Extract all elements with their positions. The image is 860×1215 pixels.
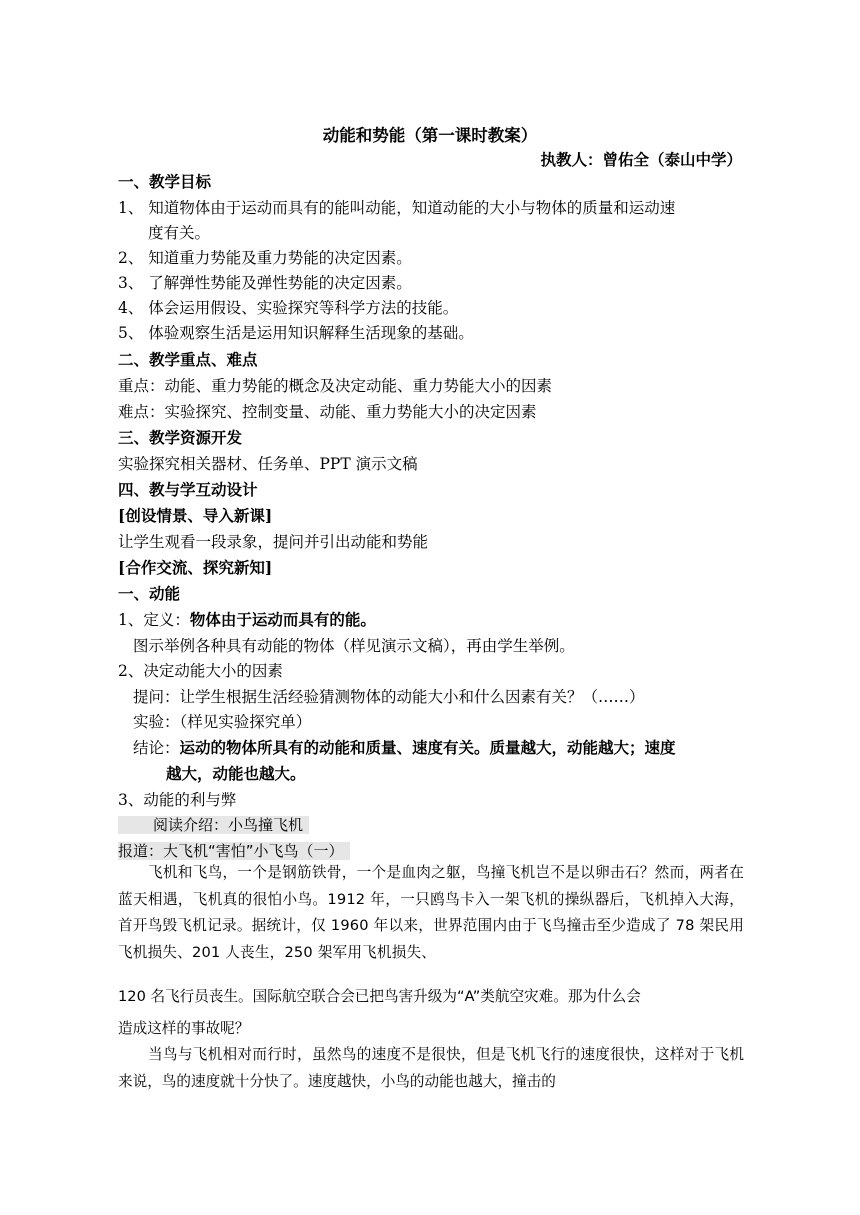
resources: 实验探究相关器材、任务单、PPT 演示文稿 <box>118 455 418 473</box>
step-intro-text: 让学生观看一段录象，提问并引出动能和势能 <box>118 533 429 551</box>
report-paragraph-3: 造成这样的事故呢？ <box>118 1020 250 1037</box>
definition-prefix: 1、定义： <box>118 611 190 629</box>
conclusion-line <box>133 738 676 758</box>
report-title-text: 报道：大飞机“害怕”小飞鸟（一） <box>118 842 350 860</box>
section-heading-goals: 一、教学目标 <box>118 172 212 191</box>
definition-text: 物体由于运动而具有的能。 <box>189 610 376 629</box>
document-title: 动能和势能（第一课时教案） <box>322 126 538 145</box>
difficulty: 难点：实验探究、控制变量、动能、重力势能大小的决定因素 <box>118 403 537 421</box>
definition-line <box>118 610 376 630</box>
explain-paragraph: 当鸟与飞机相对而行时，虽然鸟的速度不是很快，但是飞机飞行的速度很快，这样对于飞机来说，鸟的速度就十分快了。速度越快，小鸟的动能也越大，撞击的 <box>118 1046 744 1090</box>
report-paragraph-2: 120 名飞行员丧生。国际航空联合会已把鸟害升级为“A”类航空灾难。那为什么会 <box>118 988 641 1005</box>
key-point: 重点：动能、重力势能的概念及决定动能、重力势能大小的因素 <box>118 377 553 395</box>
goal-item-1b: 度有关。 <box>148 224 211 242</box>
conclusion-text-a: 运动的物体所具有的动能和质量、速度有关。质量越大，动能越大；速度 <box>179 738 676 757</box>
reading-intro <box>118 815 309 835</box>
report-paragraph: 飞机和飞鸟，一个是钢筋铁骨，一个是血肉之躯，鸟撞飞机岂不是以卵击石？然而，两者在蓝天相遇，飞机真的很怕小鸟。1912 年，一只鸥鸟卡入一架飞机的操纵器后，飞机掉入大海，首开鸟毁飞机记录。据统计，仅 1960 年以来，世界范围内由于飞鸟撞击至少造成了 78 架民用飞机损失、201 人丧生，250 架军用飞机损失、 <box>118 864 744 961</box>
reading-intro-text: 阅读介绍：小鸟撞飞机 <box>118 816 309 834</box>
goal-item-2: 2、 知道重力势能及重力势能的决定因素。 <box>118 249 412 267</box>
pros-cons-heading: 3、动能的利与弊 <box>118 791 237 809</box>
conclusion-prefix: 结论： <box>133 739 180 757</box>
conclusion-text-b: 越大，动能也越大。 <box>166 764 306 783</box>
section-heading-keypoints: 二、教学重点、难点 <box>118 350 258 369</box>
definition-example: 图示举例各种具有动能的物体（样见演示文稿），再由学生举例。 <box>133 637 575 655</box>
factors-heading: 2、决定动能大小的因素 <box>118 662 283 680</box>
goal-item-4: 4、 体会运用假设、实验探究等科学方法的技能。 <box>118 299 459 317</box>
kinetic-heading: 一、动能 <box>118 584 181 603</box>
section-heading-interaction: 四、教与学互动设计 <box>118 480 258 499</box>
question-line: 提问：让学生根据生活经验猜测物体的动能大小和什么因素有关？（……） <box>133 688 645 706</box>
section-heading-resources: 三、教学资源开发 <box>118 428 243 447</box>
goal-item-1a: 1、 知道物体由于运动而具有的能叫动能，知道动能的大小与物体的质量和运动速 <box>118 199 676 217</box>
experiment-line: 实验：（样见实验探究单） <box>133 713 312 731</box>
report-title <box>118 841 350 861</box>
author-line: 执教人：曾佑全（泰山中学） <box>540 150 742 169</box>
goal-item-5: 5、 体验观察生活是运用知识解释生活现象的基础。 <box>118 324 474 342</box>
step-heading-explore: [合作交流、探究新知] <box>118 558 273 577</box>
goal-item-3: 3、 了解弹性势能及弹性势能的决定因素。 <box>118 274 412 292</box>
step-heading-intro: [创设情景、导入新课] <box>118 506 273 525</box>
